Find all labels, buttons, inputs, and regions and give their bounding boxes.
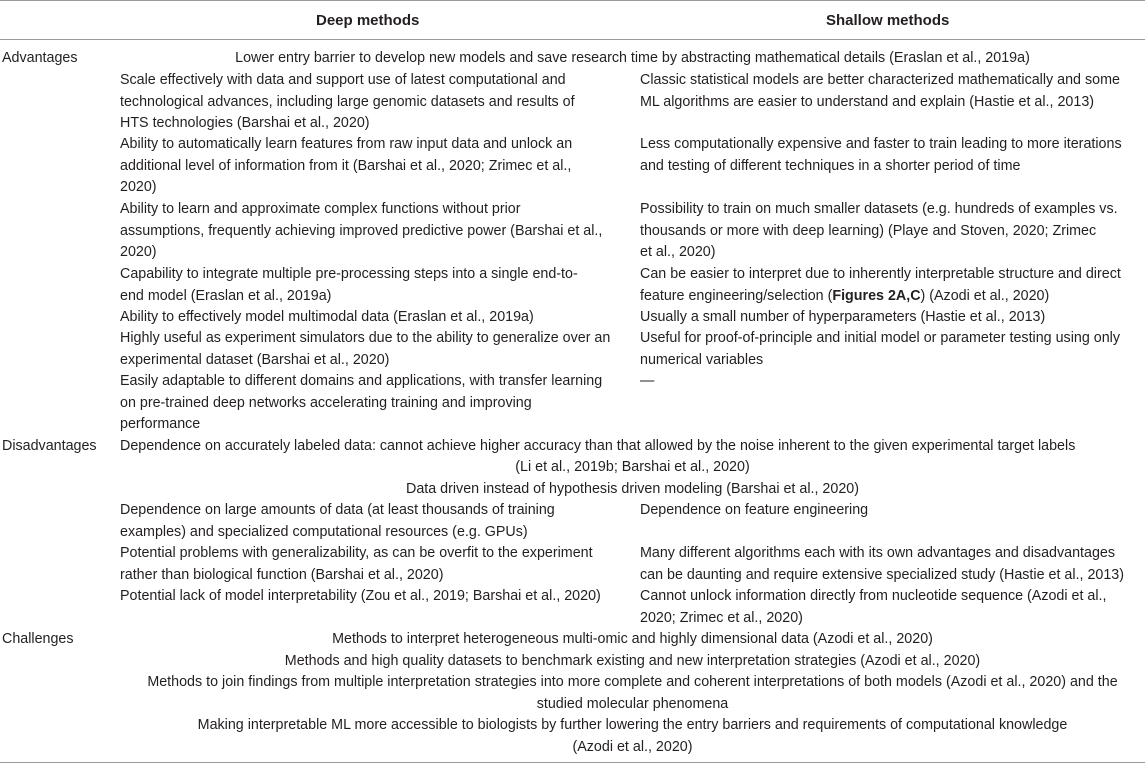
adv-row-4-deep: Capability to integrate multiple pre-processing steps into a single end-to- end model (Eraslan et al., 2019a) [120, 266, 578, 304]
table-bottom-rule [0, 762, 1145, 763]
header-deep-methods: Deep methods [316, 12, 420, 29]
category-advantages: Advantages [2, 50, 78, 66]
header-shallow-methods: Shallow methods [826, 12, 950, 29]
challenge-4: Making interpretable ML more accessible to biologists by further lowering the entry barriers and requirements of computational knowledge (Azodi et al., 2020) [197, 717, 1068, 755]
figure-reference: Figures 2A,C [832, 287, 921, 304]
category-challenges: Challenges [2, 631, 74, 647]
adv-row-4-shallow: Can be easier to interpret due to inherently interpretable structure and direct feature engineering/selection (Figures 2A,C) (Azodi et al., 2020) [640, 266, 1121, 304]
challenge-1: Methods to interpret heterogeneous multi-omic and highly dimensional data (Azodi et al., 2020) [332, 631, 933, 647]
adv-row-2-deep: Ability to automatically learn features from raw input data and unlock an additional level of information from it (Barshai et al., 2020; Zrimec et al., 2020) [120, 136, 573, 195]
adv-row-3-shallow: Possibility to train on much smaller datasets (e.g. hundreds of examples vs. thousands or more with deep learning) (Playe and Stoven, 2020; Zrimec et al., 2020) [640, 201, 1118, 260]
adv-row-3-deep: Ability to learn and approximate complex functions without prior assumptions, frequently achieving improved predictive power (Barshai et al., 2020) [120, 201, 603, 260]
disadv-shared-row-1-cont: (Li et al., 2019b; Barshai et al., 2020) [515, 459, 750, 475]
disadv-shared-row-1: Dependence on accurately labeled data: cannot achieve higher accuracy than that allowed by the noise inherent to the given experimental target labels [120, 438, 1076, 454]
header-rule [0, 39, 1145, 40]
disadv-row-2-deep: Potential problems with generalizability, as can be overfit to the experiment rather than biological function (Barshai et al., 2020) [120, 545, 593, 583]
adv-row-5-shallow: Usually a small number of hyperparameters (Hastie et al., 2013) [640, 309, 1046, 325]
category-disadvantages: Disadvantages [2, 438, 97, 454]
disadv-row-3-shallow: Cannot unlock information directly from nucleotide sequence (Azodi et al., 2020; Zrimec et al., 2020) [640, 588, 1107, 626]
adv-row-1-shallow: Classic statistical models are better characterized mathematically and some ML algorithms are easier to understand and explain (Hastie et al., 2013) [640, 72, 1120, 110]
adv-row-5-deep: Ability to effectively model multimodal data (Eraslan et al., 2019a) [120, 309, 534, 325]
adv-row-7-deep: Easily adaptable to different domains and applications, with transfer learning on pre-trained deep networks accelerating training and improving performance [120, 373, 603, 432]
disadv-row-1-deep: Dependence on large amounts of data (at least thousands of training examples) and specialized computational resources (e.g. GPUs) [120, 502, 555, 540]
disadv-row-1-shallow: Dependence on feature engineering [640, 502, 869, 518]
disadv-shared-row-2: Data driven instead of hypothesis driven modeling (Barshai et al., 2020) [406, 481, 859, 497]
adv-row-1-deep: Scale effectively with data and support use of latest computational and technological advances, including large genomic datasets and results of HTS technologies (Barshai et al., 2020) [120, 72, 575, 131]
adv-row-7-shallow: — [640, 373, 655, 389]
disadv-row-3-deep: Potential lack of model interpretability (Zou et al., 2019; Barshai et al., 2020) [120, 588, 601, 604]
adv-row-6-shallow: Useful for proof-of-principle and initial model or parameter testing using only numerical variables [640, 330, 1120, 368]
table-top-rule [0, 0, 1145, 1]
disadv-row-2-shallow: Many different algorithms each with its own advantages and disadvantages can be daunting and require extensive specialized study (Hastie et al., 2013) [640, 545, 1125, 583]
challenge-2: Methods and high quality datasets to benchmark existing and new interpretation strategies (Azodi et al., 2020) [284, 653, 981, 669]
advantages-shared-row: Lower entry barrier to develop new models and save research time by abstracting mathematical details (Eraslan et al., 2019a) [235, 50, 1030, 66]
challenge-3: Methods to join findings from multiple interpretation strategies into more complete and coherent interpretations of both models (Azodi et al., 2020) and the studied molecular phenomena [147, 674, 1118, 712]
adv-row-6-deep: Highly useful as experiment simulators due to the ability to generalize over an experimental dataset (Barshai et al., 2020) [120, 330, 611, 368]
adv-row-2-shallow: Less computationally expensive and faster to train leading to more iterations and testing of different techniques in a shorter period of time [640, 136, 1122, 174]
